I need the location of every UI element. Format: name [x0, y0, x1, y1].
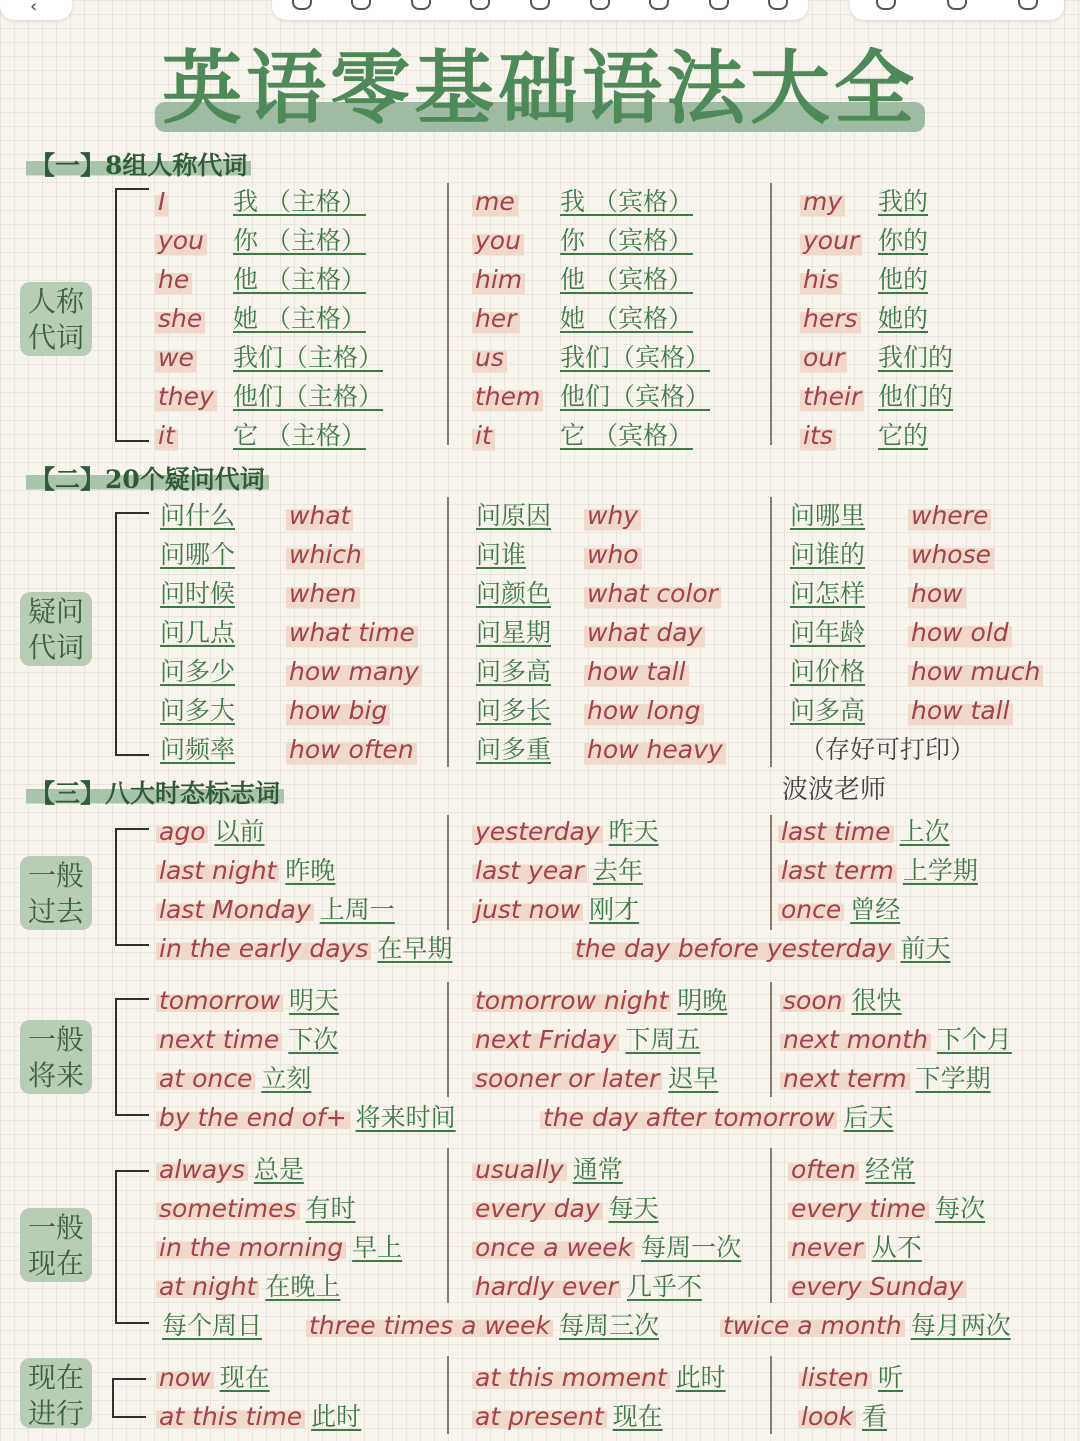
english-term: they: [155, 379, 217, 415]
chinese-meaning: 她的: [878, 304, 929, 333]
chinese-meaning: 我 （主格）: [233, 187, 366, 216]
english-term: at present: [472, 1402, 607, 1431]
tense-marker: [472, 1061, 718, 1097]
chinese-meaning: 昨晚: [285, 856, 336, 885]
chinese-meaning: 明晚: [677, 986, 728, 1015]
chinese-meaning: 从不: [871, 1233, 922, 1262]
chinese-meaning: 通常: [572, 1155, 623, 1184]
chinese-meaning: 明天: [289, 986, 340, 1015]
eraser-icon[interactable]: [470, 0, 490, 10]
tense-marker: [156, 1191, 356, 1227]
action-toolbar: [850, 0, 1064, 20]
tense-marker: [472, 1022, 700, 1058]
english-term: how long: [584, 693, 704, 729]
tense-marker: [472, 1230, 741, 1266]
column-divider: [770, 497, 772, 767]
chinese-meaning: 问时候: [160, 579, 236, 608]
tense-marker: [156, 1399, 361, 1435]
english-term: how: [908, 576, 966, 612]
english-term: my: [800, 184, 845, 220]
chinese-meaning: 他们的: [878, 382, 954, 411]
english-term: three times a week: [306, 1311, 553, 1340]
english-term: what color: [584, 576, 721, 612]
shape-icon[interactable]: [590, 0, 610, 10]
chinese-meaning: 每天: [608, 1194, 659, 1223]
english-term: our: [800, 340, 847, 376]
bracket: [115, 512, 149, 756]
chinese-meaning: 问什么: [160, 501, 236, 530]
chinese-meaning: 她 （宾格）: [560, 304, 693, 333]
english-term: next month: [780, 1025, 931, 1054]
drawing-toolbar: [272, 0, 808, 20]
chinese-meaning: 去年: [592, 856, 643, 885]
tense-marker: [780, 1061, 991, 1097]
english-term: twice a month: [720, 1311, 905, 1340]
chinese-meaning: 每周三次: [559, 1311, 660, 1340]
chinese-meaning: 看: [862, 1402, 888, 1431]
lasso-icon[interactable]: [530, 0, 550, 10]
column-divider: [447, 183, 449, 445]
tense-marker: [472, 1399, 663, 1435]
chinese-meaning: 每月两次: [910, 1311, 1011, 1340]
column-divider: [447, 497, 449, 767]
chinese-meaning: 很快: [851, 986, 902, 1015]
chinese-meaning: 现在: [219, 1363, 270, 1392]
english-term: last time: [778, 817, 894, 846]
english-term: often: [788, 1155, 859, 1184]
tense-marker: [788, 1230, 922, 1266]
english-term: us: [472, 340, 507, 376]
english-term: at this time: [156, 1402, 305, 1431]
chinese-meaning: 几乎不: [626, 1272, 702, 1301]
english-term: once: [778, 895, 844, 924]
english-term: its: [800, 418, 836, 454]
english-term: the day after tomorrow: [540, 1103, 837, 1132]
tense-marker: [156, 1230, 402, 1266]
english-term: in the early days: [156, 934, 371, 963]
chinese-meaning: 问频率: [160, 735, 236, 764]
column-divider: [770, 1148, 772, 1303]
english-term: tomorrow: [156, 986, 283, 1015]
chinese-meaning: 以前: [214, 817, 265, 846]
chinese-meaning: 问年龄: [790, 618, 866, 647]
tense-marker: [472, 814, 659, 850]
badge-past: 一般 过去: [20, 856, 92, 930]
english-term: just now: [472, 895, 583, 924]
tense-marker: [472, 1269, 702, 1305]
english-term: hardly ever: [472, 1272, 621, 1301]
tense-marker: [720, 1308, 1011, 1344]
chinese-meaning: 我的: [878, 187, 929, 216]
chinese-meaning: 昨天: [608, 817, 659, 846]
tense-marker: [572, 931, 951, 967]
english-term: you: [472, 223, 524, 259]
english-term: what: [286, 498, 353, 534]
image-icon[interactable]: [649, 0, 669, 10]
section-heading-questions: 【二】20个疑问代词: [26, 460, 269, 496]
chinese-meaning: 问星期: [476, 618, 552, 647]
tense-marker: [156, 814, 265, 850]
chinese-meaning: 他们（宾格）: [560, 382, 711, 411]
tense-marker: [156, 1100, 456, 1136]
chinese-meaning: 此时: [675, 1363, 726, 1392]
sticker-icon[interactable]: [768, 0, 788, 10]
chinese-meaning: 下学期: [915, 1064, 991, 1093]
pencil-icon[interactable]: [351, 0, 371, 10]
chinese-meaning: 听: [877, 1363, 903, 1392]
chinese-meaning: 问哪里: [790, 501, 866, 530]
column-divider: [770, 815, 772, 930]
chinese-meaning: 下次: [288, 1025, 339, 1054]
tense-marker: [798, 1360, 903, 1396]
english-term: sooner or later: [472, 1064, 662, 1093]
english-term: it: [155, 418, 178, 454]
chinese-meaning: 它的: [878, 421, 929, 450]
tense-marker: [788, 1152, 915, 1188]
badge-present: 一般 现在: [20, 1208, 92, 1282]
column-divider: [447, 815, 449, 930]
chinese-meaning: 每个周日: [162, 1311, 263, 1340]
tense-marker: [472, 853, 643, 889]
chinese-meaning: 经常: [865, 1155, 916, 1184]
tense-marker: [472, 1191, 659, 1227]
english-term: the day before yesterday: [572, 934, 895, 963]
badge-progressive: 现在 进行: [20, 1358, 92, 1428]
english-term: now: [156, 1363, 214, 1392]
tense-marker: [472, 1152, 623, 1188]
english-term: sometimes: [156, 1194, 300, 1223]
chinese-meaning: 它 （宾格）: [560, 421, 693, 450]
tense-marker: [778, 853, 978, 889]
english-term: how tall: [908, 693, 1013, 729]
english-term: their: [800, 379, 864, 415]
chinese-meaning: 问几点: [160, 618, 236, 647]
badge-pronouns: 人称 代词: [20, 282, 92, 356]
chinese-meaning: 问谁: [476, 540, 527, 569]
english-term: always: [156, 1155, 248, 1184]
english-term: whose: [908, 537, 994, 573]
english-term: at night: [156, 1272, 259, 1301]
chinese-meaning: 他的: [878, 265, 929, 294]
english-term: why: [584, 498, 641, 534]
chinese-meaning: 在晚上: [265, 1272, 341, 1301]
english-term: I: [155, 184, 168, 220]
text-icon[interactable]: [709, 0, 729, 10]
english-term: him: [472, 262, 525, 298]
english-term: every time: [788, 1194, 929, 1223]
english-term: by the end of+: [156, 1103, 350, 1132]
chinese-meaning: 上学期: [902, 856, 978, 885]
chinese-meaning: 问多长: [476, 696, 552, 725]
chinese-meaning: 问多少: [160, 657, 236, 686]
column-divider: [770, 1356, 772, 1434]
english-term: hers: [800, 301, 861, 337]
chinese-meaning: 刚才: [589, 895, 640, 924]
tense-marker: [472, 983, 727, 1019]
english-term: how tall: [584, 654, 689, 690]
chinese-meaning: 他们（主格）: [233, 382, 384, 411]
chinese-meaning: 我们（主格）: [233, 343, 384, 372]
chinese-meaning: 总是: [253, 1155, 304, 1184]
chinese-meaning: 前天: [900, 934, 951, 963]
chinese-meaning: 上次: [899, 817, 950, 846]
tense-marker: [472, 892, 639, 928]
tense-marker: [780, 1022, 1012, 1058]
column-divider: [770, 982, 772, 1097]
english-term: your: [800, 223, 862, 259]
chinese-meaning: 下个月: [936, 1025, 1012, 1054]
column-divider: [447, 1148, 449, 1303]
english-term: look: [798, 1402, 856, 1431]
column-divider: [447, 1356, 449, 1434]
bracket: [115, 828, 149, 946]
english-term: how many: [286, 654, 422, 690]
chinese-meaning: 将来时间: [355, 1103, 456, 1132]
chinese-meaning: 问价格: [790, 657, 866, 686]
author-name: 波波老师: [782, 775, 887, 805]
badge-future: 一般 将来: [20, 1020, 92, 1094]
english-term: it: [472, 418, 495, 454]
english-term: ago: [156, 817, 208, 846]
english-term: yesterday: [472, 817, 603, 846]
english-term: where: [908, 498, 991, 534]
english-term: we: [155, 340, 197, 376]
english-term: last year: [472, 856, 587, 885]
english-term: at once: [156, 1064, 255, 1093]
timer-icon[interactable]: [947, 0, 967, 10]
chinese-meaning: 它 （主格）: [233, 421, 366, 450]
tense-marker: [778, 892, 900, 928]
tense-marker: [156, 892, 395, 928]
chinese-meaning: 下周五: [625, 1025, 701, 1054]
chinese-meaning: 我 （宾格）: [560, 187, 693, 216]
chinese-meaning: 现在: [612, 1402, 663, 1431]
column-divider: [447, 982, 449, 1097]
english-term: his: [800, 262, 842, 298]
chinese-meaning: 早上: [352, 1233, 403, 1262]
tense-marker: [788, 1269, 966, 1305]
section-heading-tenses: 【三】八大时态标志词: [26, 774, 284, 810]
tense-marker: [778, 814, 950, 850]
chinese-meaning: 我们的: [878, 343, 954, 372]
print-note: （存好可打印）: [800, 735, 976, 764]
chinese-meaning: 此时: [311, 1402, 362, 1431]
chinese-meaning: 你 （宾格）: [560, 226, 693, 255]
bracket: [115, 998, 149, 1116]
section-heading-pronouns: 【一】8组人称代词: [26, 146, 251, 182]
tense-marker: [156, 983, 339, 1019]
undo-icon[interactable]: [876, 0, 896, 10]
chinese-meaning: 在早期: [377, 934, 453, 963]
badge-questions: 疑问 代词: [20, 592, 92, 666]
chinese-meaning: 立刻: [261, 1064, 312, 1093]
chinese-meaning: 我们（宾格）: [560, 343, 711, 372]
chinese-meaning: 问原因: [476, 501, 552, 530]
english-term: how heavy: [584, 732, 726, 768]
title-block: [155, 40, 925, 136]
tense-marker: [788, 1191, 985, 1227]
chinese-meaning: 曾经: [850, 895, 901, 924]
tense-marker: [156, 1269, 340, 1305]
english-term: he: [155, 262, 192, 298]
english-term: when: [286, 576, 360, 612]
english-term: which: [286, 537, 365, 573]
chinese-meaning: 问多高: [476, 657, 552, 686]
tense-marker: [156, 1360, 270, 1396]
chinese-meaning: 她 （主格）: [233, 304, 366, 333]
english-term: in the morning: [156, 1233, 346, 1262]
english-term: how much: [908, 654, 1043, 690]
english-term: listen: [798, 1363, 872, 1392]
chinese-meaning: 上周一: [319, 895, 395, 924]
english-term: soon: [780, 986, 845, 1015]
english-term: what time: [286, 615, 418, 651]
english-term: next term: [780, 1064, 910, 1093]
english-term: her: [472, 301, 520, 337]
english-term: every Sunday: [788, 1272, 966, 1301]
chinese-meaning: 迟早: [668, 1064, 719, 1093]
chinese-meaning: 问多高: [790, 696, 866, 725]
chinese-meaning: 问多大: [160, 696, 236, 725]
tense-marker: [472, 1360, 726, 1396]
tense-marker: [306, 1308, 659, 1344]
page-title: 英语零基础语法大全: [162, 41, 918, 135]
chinese-meaning: 他 （主格）: [233, 265, 366, 294]
chinese-meaning: 你的: [878, 226, 929, 255]
tense-marker: [156, 1308, 262, 1344]
english-term: me: [472, 184, 518, 220]
chinese-meaning: 他 （宾格）: [560, 265, 693, 294]
english-term: she: [155, 301, 205, 337]
english-term: what day: [584, 615, 705, 651]
back-toolbar[interactable]: [0, 0, 72, 20]
copy-icon[interactable]: [1018, 0, 1038, 10]
english-term: how often: [286, 732, 417, 768]
english-term: next time: [156, 1025, 282, 1054]
english-term: you: [155, 223, 207, 259]
tense-marker: [156, 1022, 338, 1058]
english-term: last Monday: [156, 895, 314, 924]
column-divider: [770, 183, 772, 445]
english-term: never: [788, 1233, 866, 1262]
english-term: how old: [908, 615, 1012, 651]
tense-marker: [156, 1061, 311, 1097]
chinese-meaning: 问哪个: [160, 540, 236, 569]
tense-marker: [156, 1152, 304, 1188]
chinese-meaning: 有时: [305, 1194, 356, 1223]
english-term: how big: [286, 693, 390, 729]
chinese-meaning: 每次: [935, 1194, 986, 1223]
tense-marker: [156, 931, 452, 967]
chinese-meaning: 问怎样: [790, 579, 866, 608]
english-term: last term: [778, 856, 897, 885]
chinese-meaning: 每周一次: [641, 1233, 742, 1262]
english-term: tomorrow night: [472, 986, 671, 1015]
bracket: [115, 1170, 149, 1324]
tense-marker: [780, 983, 901, 1019]
chinese-meaning: 后天: [843, 1103, 894, 1132]
english-term: usually: [472, 1155, 567, 1184]
tense-marker: [540, 1100, 894, 1136]
english-term: every day: [472, 1194, 603, 1223]
chinese-meaning: 问颜色: [476, 579, 552, 608]
chinese-meaning: 问谁的: [790, 540, 866, 569]
chevron-left-icon[interactable]: ‹: [30, 0, 38, 17]
highlighter-icon[interactable]: [411, 0, 431, 10]
bracket: [115, 188, 149, 442]
tense-marker: [156, 853, 335, 889]
english-term: next Friday: [472, 1025, 619, 1054]
english-term: once a week: [472, 1233, 635, 1262]
chinese-meaning: 问多重: [476, 735, 552, 764]
bracket: [112, 1378, 146, 1418]
english-term: last night: [156, 856, 279, 885]
pen-icon[interactable]: [292, 0, 312, 10]
english-term: who: [584, 537, 642, 573]
chinese-meaning: 你 （主格）: [233, 226, 366, 255]
english-term: them: [472, 379, 543, 415]
english-term: at this moment: [472, 1363, 670, 1392]
tense-marker: [798, 1399, 887, 1435]
